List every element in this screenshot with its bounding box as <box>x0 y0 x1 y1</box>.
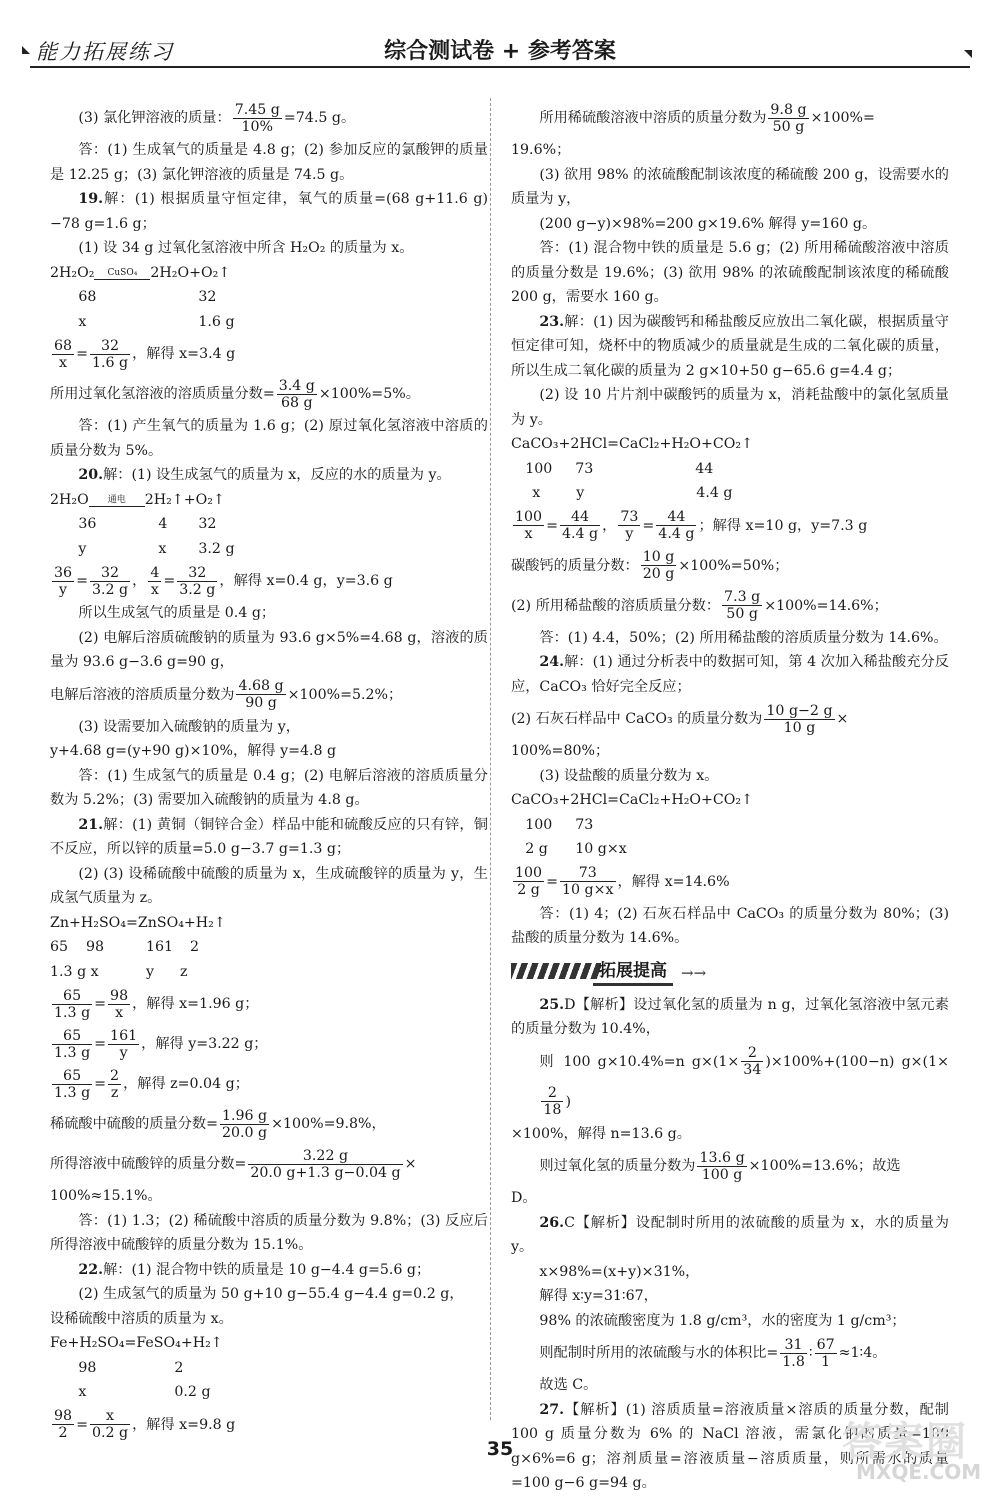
q19-ratio-row: x 1.6 g <box>78 313 235 330</box>
q20-equation: 2H₂O 通电 2H₂↑+O₂↑ <box>50 491 225 508</box>
answer-18: 答：(1) 生成氧气的质量是 4.8 g；(2) 参加反应的氯酸钾的质量是 12.25 g；(3) 氯化钾溶液的质量是 74.5 g。 <box>50 142 488 183</box>
answer-21: 答：(1) 1.3；(2) 稀硫酸中溶质的质量分数为 9.8%；(3) 反应后所得溶液中硫酸锌的质量分数为 15.1%。 <box>50 1212 488 1253</box>
q23-ratio-row: x y 4.4 g <box>532 485 733 501</box>
q21-equation: Zn+H₂SO₄=ZnSO₄+H₂↑ <box>50 914 226 931</box>
header-book-title: 能力拓展练习 <box>36 40 174 64</box>
watermark-text: 答案圈 <box>842 1419 968 1465</box>
header-triangle-left-icon <box>22 46 30 54</box>
q23-fraction: 碳酸钙的质量分数： $\frac{10 g}{20 g}$ ×100%=50%； <box>511 549 789 582</box>
q24-ratio-row: 100 73 <box>525 816 594 833</box>
banner-title: 拓展提高 <box>593 959 673 987</box>
question-22: 22.解：(1) 混合物中铁的质量是 10 g−4.4 g=5.6 g； <box>78 1261 431 1278</box>
q20-ratio-row: 36 4 32 <box>78 516 217 532</box>
left-column <box>50 98 488 1445</box>
q26-line: 故选 C。 <box>539 1377 598 1393</box>
section-banner <box>511 955 949 989</box>
q22-line: 设稀硫酸中溶质的质量为 x。 <box>50 1310 233 1327</box>
q23-equation: CaCO₃+2HCl=CaCl₂+H₂O+CO₂↑ <box>511 436 753 452</box>
q19-fraction: 所用过氧化氢溶液的溶质质量分数= $\frac{3.4 g}{68 g}$ ×100%=5%。 <box>50 377 420 411</box>
q19-proportion: $\frac{68}{x}$ = $\frac{32}{1.6 g}$ ，解得 x=3.4 g <box>54 337 236 371</box>
q21-ratio-row: 65 98 161 2 <box>50 939 200 955</box>
q23-proportion: $\frac{100}{x}$ = $\frac{44}{4.4 g}$ ， $\frac{73}{y}$ = $\frac{44}{4.4 g}$ ；解得 x=10 g，y=7.3 g <box>515 509 868 542</box>
q22-proportion: $\frac{98}{2}$ = $\frac{x}{0.2 g}$ ，解得 x=9.8 g <box>54 1408 236 1441</box>
q25-equation: 则 100 g×10.4%=n g×(1× $\frac{2}{34}$ )×100%+(100−n) g×(1× $\frac{2}{18}$ ) <box>539 1045 949 1118</box>
question-27: 27.【解析】(1) 溶质质量=溶液质量×溶质的质量分数，配制 100 g 质量分数为 6% 的 NaCl 溶液，需氯化钠的质量=100 g×6%=6 g；溶剂质量=溶液质量−溶质质量，则所需水的质量=100 g−6 g=94 g。 <box>511 1401 949 1491</box>
line-kcl-mass: (3) 氯化钾溶液的质量： $\frac{7.45 g}{10\%}$ =74.5 g。 <box>78 101 356 135</box>
banner-arrow-icon: →→ <box>681 963 707 982</box>
q20-line: (2) 电解后溶质硫酸钠的质量为 93.6 g×5%=4.68 g，溶液的质量为 93.6 g−3.6 g=90 g， <box>50 629 488 670</box>
q19-setup: (1) 设 34 g 过氧化氢溶液中所含 H₂O₂ 的质量为 x。 <box>78 240 414 256</box>
q22-ratio-row: x 0.2 g <box>78 1384 211 1400</box>
q21-proportion: $\frac{65}{1.3 g}$ = $\frac{2}{z}$ ，解得 z=0.04 g； <box>54 1067 249 1101</box>
q26-line: 解得 x∶y=31∶67， <box>539 1288 658 1304</box>
q24-ratio-row: 2 g 10 g×x <box>525 841 627 857</box>
watermark-url: MXQE.COM <box>856 1460 982 1484</box>
q26-fraction: 则配制时所用的浓硫酸与水的体积比= $\frac{31}{1.8}$ ∶ $\frac{67}{1}$ ≈1∶4。 <box>539 1336 887 1370</box>
question-23: 23.解：(1) 因为碳酸钙和稀盐酸反应放出二氧化碳，根据质量守恒定律可知，烧杯中的物质减少的质量就是生成的二氧化碳的质量，所以生成二氧化碳的质量为 2 g×10+50 g−65.6 g=4.4 g； <box>511 313 949 379</box>
q25-fraction: 则过氧化氢的质量分数为 $\frac{13.6 g}{100 g}$ ×100%=13.6%；故选 <box>539 1149 901 1183</box>
q23-setup: (2) 设 10 片片剂中碳酸钙的质量为 x，消耗盐酸中的氯化氢质量为 y。 <box>511 387 949 428</box>
q21-proportion: $\frac{65}{1.3 g}$ = $\frac{98}{x}$ ，解得 x=1.96 g； <box>54 987 259 1021</box>
q21-setup: (2) (3) 设稀硫酸中硫酸的质量为 x，生成硫酸锌的质量为 y，生成氢气质量为 z。 <box>50 865 488 906</box>
q21-fraction: 稀硫酸中硫酸的质量分数= $\frac{1.96 g}{20.0 g}$ ×100%=9.8%， <box>50 1107 386 1141</box>
q21-ratio-row: 1.3 g x y z <box>50 963 188 980</box>
header-rule <box>30 66 970 68</box>
q24-line: (3) 设盐酸的质量分数为 x。 <box>539 767 719 784</box>
q19-equation: 2H₂O₂ CuSO₄ 2H₂O+O₂↑ <box>50 264 231 281</box>
header-triangle-right-icon <box>964 50 972 58</box>
question-20: 20.解：(1) 设生成氢气的质量为 x，反应的水的质量为 y。 <box>78 467 451 483</box>
watermark-logo <box>836 1410 986 1490</box>
q25-line: D。 <box>511 1190 537 1206</box>
question-25: 25.D【解析】设过氧化氢的质量为 n g，过氧化氢溶液中氢元素的质量分数为 10.4%， <box>511 996 949 1037</box>
q20-fraction: 电解后溶液的溶质质量分数为 $\frac{4.68 g}{90 g}$ ×100%=5.2%； <box>50 678 403 711</box>
q22-fraction: 所用稀硫酸溶液中溶质的质量分数为 $\frac{9.8 g}{50 g}$ ×100%= <box>539 101 875 135</box>
q23-ratio-row: 100 73 44 <box>525 460 714 477</box>
q24-fraction: (2) 石灰石样品中 CaCO₃ 的质量分数为 $\frac{10 g-2 g}{10 g}$ × <box>511 702 849 736</box>
q21-line: 100%≈15.1%。 <box>50 1188 162 1204</box>
right-column <box>511 98 949 1496</box>
header-section-title: 综合测试卷 + 参考答案 <box>384 39 616 64</box>
q24-proportion: $\frac{100}{2 g}$ = $\frac{73}{10 g\times x}$ ，解得 x=14.6% <box>515 865 730 898</box>
answer-20: 答：(1) 生成氢气的质量是 0.4 g；(2) 电解后溶液的溶质质量分数为 5.2%；(3) 需要加入硫酸钠的质量为 4.8 g。 <box>50 767 488 808</box>
q26-line: x×98%=(x+y)×31%， <box>539 1263 700 1280</box>
q22-equation: Fe+H₂SO₄=FeSO₄+H₂↑ <box>50 1335 223 1351</box>
q22-line: (200 g−y)×98%=200 g×19.6% 解得 y=160 g。 <box>539 215 877 232</box>
page-header <box>30 28 970 68</box>
q22-line: (2) 生成氢气的质量为 50 g+10 g−55.4 g−4.4 g=0.2 g， <box>78 1286 464 1302</box>
q24-line: 100%=80%； <box>511 743 610 759</box>
column-divider <box>490 98 491 1420</box>
q22-line: (3) 欲用 98% 的浓硫酸配制该浓度的稀硫酸 200 g，设需要水的质量为 y， <box>511 166 949 207</box>
question-19: 19.解：(1) 根据质量守恒定律，氧气的质量=(68 g+11.6 g)−78 g=1.6 g； <box>50 191 488 232</box>
answer-24: 答：(1) 4；(2) 石灰石样品中 CaCO₃ 的质量分数为 80%；(3) 盐酸的质量分数为 14.6%。 <box>511 905 949 946</box>
q21-fraction: 所得溶液中硫酸锌的质量分数= $\frac{3.22 g}{20.0 g+1.3 g-0.04 g}$ × <box>50 1147 417 1181</box>
q20-ratio-row: y x 3.2 g <box>78 540 235 557</box>
q20-line: (3) 设需要加入硫酸钠的质量为 y， <box>78 718 300 735</box>
q22-ratio-row: 98 2 <box>78 1359 184 1376</box>
question-21: 21.解：(1) 黄铜（铜锌合金）样品中能和硫酸反应的只有锌，铜不反应，所以锌的质量=5.0 g−3.7 g=1.3 g； <box>50 816 488 857</box>
q19-ratio-row: 68 32 <box>78 289 217 305</box>
q22-line: 19.6%； <box>511 142 571 158</box>
q21-proportion: $\frac{65}{1.3 g}$ = $\frac{161}{y}$ ，解得 y=3.22 g； <box>54 1027 268 1061</box>
q25-line: ×100%，解得 n=13.6 g。 <box>511 1125 691 1142</box>
banner-stripes <box>511 963 601 979</box>
question-24: 24.解：(1) 通过分析表中的数据可知，第 4 次加入稀盐酸充分反应，CaCO₃ 恰好完全反应； <box>511 654 949 695</box>
q20-line: y+4.68 g=(y+90 g)×10%，解得 y=4.8 g <box>50 743 337 759</box>
q20-proportion: $\frac{36}{y}$ = $\frac{32}{3.2 g}$ ， $\frac{4}{x}$ = $\frac{32}{3.2 g}$ ，解得 x=0.4 g，y=3.6 g <box>54 564 393 598</box>
q26-line: 98% 的浓硫酸密度为 1.8 g/cm³，水的密度为 1 g/cm³； <box>539 1312 906 1329</box>
answer-22: 答：(1) 混合物中铁的质量是 5.6 g；(2) 所用稀硫酸溶液中溶质的质量分数是 19.6%；(3) 欲用 98% 的浓硫酸配制该浓度的稀硫酸 200 g，需要水 160 g。 <box>511 240 949 305</box>
page-number: 35 <box>486 1438 514 1460</box>
q24-equation: CaCO₃+2HCl=CaCl₂+H₂O+CO₂↑ <box>511 792 753 808</box>
answer-23: 答：(1) 4.4，50%；(2) 所用稀盐酸的溶质质量分数为 14.6%。 <box>539 629 948 646</box>
q20-line: 所以生成氢气的质量是 0.4 g； <box>78 605 276 621</box>
q23-fraction: (2) 所用稀盐酸的溶质质量分数： $\frac{7.3 g}{50 g}$ ×100%=14.6%； <box>511 589 888 622</box>
question-26: 26.C【解析】设配制时所用的浓硫酸的质量为 x，水的质量为 y。 <box>511 1214 949 1255</box>
answer-19: 答：(1) 产生氧气的质量为 1.6 g；(2) 原过氧化氢溶液中溶质的质量分数为 5%。 <box>50 418 488 459</box>
